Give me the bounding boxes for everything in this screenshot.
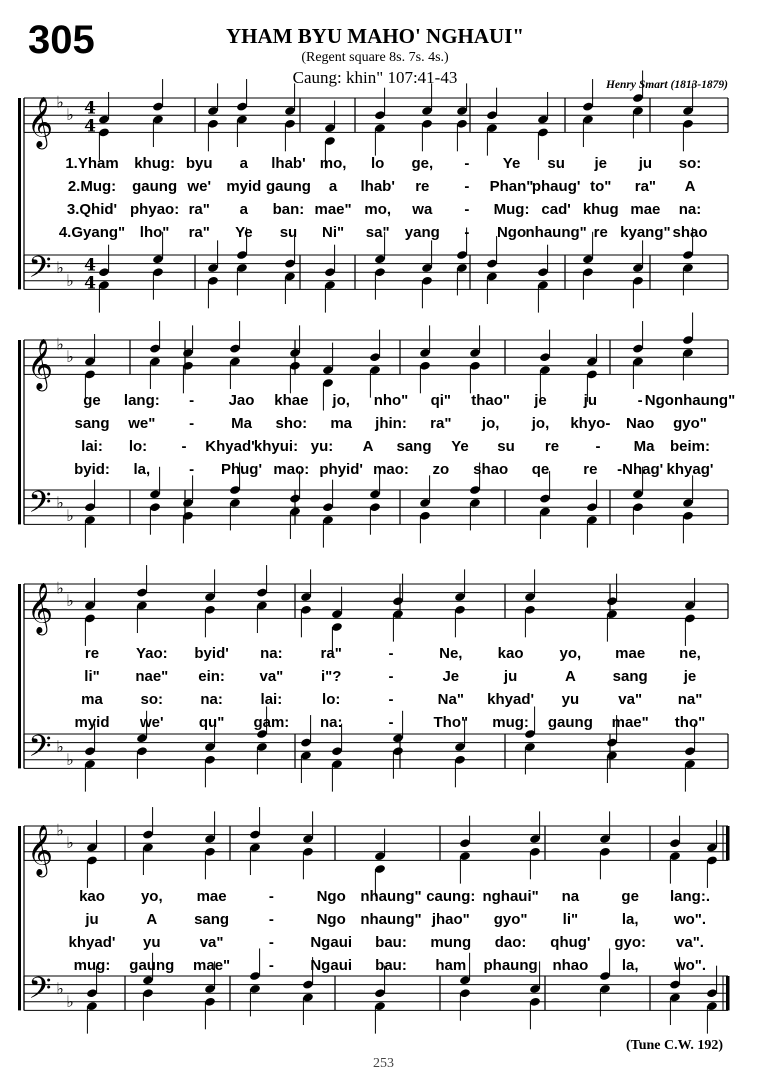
lyric-syllable: - [268, 911, 274, 928]
lyric-syllable: mo, [319, 155, 347, 172]
lyric-syllable: na: [319, 714, 343, 731]
lyric-syllable: Yao: [135, 645, 168, 662]
lyric-syllable: je [594, 155, 608, 172]
lyric-syllable: myid [74, 714, 110, 731]
lyric-syllable: - [268, 957, 274, 974]
lyric-syllable: - [268, 934, 274, 951]
flat-sign: ♭ [66, 833, 74, 853]
lyric-syllable: jo, [531, 415, 550, 432]
lyric-syllable: khyad' [68, 934, 116, 951]
lyric-syllable: sho: [275, 415, 308, 432]
lyric-syllable: sa" [365, 224, 390, 241]
lyric-syllable: we' [187, 178, 212, 195]
lyric-syllable: - [189, 415, 195, 432]
lyric-syllable: na: [260, 645, 283, 662]
treble-clef: 𝄞 [26, 582, 54, 634]
flat-sign: ♭ [56, 978, 64, 998]
lyric-syllable: qu" [198, 714, 225, 731]
hymn-number: 305 [28, 18, 95, 62]
lyric-syllable: cad' [541, 201, 571, 218]
lyric-syllable: - [388, 645, 394, 662]
lyric-syllable: nhao [552, 957, 589, 974]
lyric-syllable: sang [194, 911, 230, 928]
lyric-syllable: qe [531, 461, 550, 478]
flat-sign: ♭ [56, 736, 64, 756]
lyric-syllable: - [388, 691, 394, 708]
flat-sign: ♭ [66, 991, 74, 1011]
system-bracket [18, 98, 21, 289]
page-number: 253 [373, 1056, 394, 1071]
lyric-syllable: mae" [611, 714, 649, 731]
lyric-syllable: myid [226, 178, 262, 195]
lyric-syllable: mae [630, 201, 661, 218]
lyric-syllable: yo, [140, 888, 163, 905]
lyric-syllable: mae" [314, 201, 352, 218]
lyric-syllable: Ye [451, 438, 469, 455]
lyric-syllable: to" [590, 178, 612, 195]
lyric-syllable: - [464, 201, 470, 218]
lyric-syllable: yu: [310, 438, 334, 455]
lyric-syllable: gyo" [673, 415, 707, 432]
lyric-syllable: ne, [679, 645, 701, 662]
flat-sign: ♭ [66, 749, 74, 769]
lyric-syllable: mung [430, 934, 472, 951]
lyric-syllable: nae" [135, 668, 169, 685]
flat-sign: ♭ [66, 591, 74, 611]
lyric-syllable: re [544, 438, 560, 455]
lyric-syllable: ham [435, 957, 467, 974]
lyric-syllable: - [189, 392, 195, 409]
lyric-syllable: sang [396, 438, 432, 455]
lyric-syllable: so: [678, 155, 702, 172]
lyric-syllable: caung: [426, 888, 476, 905]
lyric-syllable: Nao [625, 415, 655, 432]
lyric-syllable: - [388, 668, 394, 685]
lyric-syllable: - [464, 224, 470, 241]
lyric-syllable: yang [404, 224, 440, 241]
lyric-syllable: mao: [273, 461, 310, 478]
tune-reference: (Tune C.W. 192) [626, 1038, 723, 1053]
lyric-syllable: byu [185, 155, 213, 172]
lyric-syllable: A [146, 911, 158, 928]
lyric-syllable: gyo" [493, 911, 528, 928]
lyric-syllable: re [415, 178, 430, 195]
lyric-syllable: lai: [260, 691, 283, 708]
flat-sign: ♭ [56, 92, 64, 112]
lyric-syllable: Khyad' [205, 438, 255, 455]
lyric-syllable: ra" [320, 645, 342, 662]
lyric-syllable: je [683, 668, 697, 685]
bass-clef: 𝄢 [28, 250, 52, 292]
lyric-syllable: Phan" [489, 178, 534, 195]
lyric-syllable: A [564, 668, 576, 685]
lyric-syllable: sang [74, 415, 110, 432]
lyric-syllable: ra" [188, 201, 210, 218]
lyric-syllable: phaung [483, 957, 538, 974]
lyric-syllable: phyid' [319, 461, 363, 478]
lyric-syllable: va" [199, 934, 224, 951]
time-signature-top: 4 [84, 98, 96, 119]
flat-sign: ♭ [56, 334, 64, 354]
lyric-syllable: nghaui" [482, 888, 539, 905]
lyric-syllable: we" [128, 415, 156, 432]
lyric-syllable: lo: [128, 438, 148, 455]
lyric-syllable: jhao" [431, 911, 470, 928]
lyric-syllable: nhaung" [360, 911, 422, 928]
lyric-syllable: 2.Mug: [67, 178, 117, 195]
lyric-syllable: phaug' [531, 178, 581, 195]
lyric-syllable: ma [81, 691, 103, 708]
lyric-syllable: yu [143, 934, 161, 951]
lyric-syllable: kao [497, 645, 524, 662]
treble-clef: 𝄞 [26, 96, 54, 148]
lyric-syllable: mae [196, 888, 227, 905]
lyric-syllable: lhab' [271, 155, 306, 172]
time-signature-top: 4 [84, 255, 96, 276]
lyric-syllable: lho" [139, 224, 170, 241]
lyric-syllable: lo [371, 155, 385, 172]
lyric-syllable: jhin: [375, 415, 407, 432]
lyric-syllable: Ni" [322, 224, 345, 241]
lyric-syllable: ju [85, 911, 99, 928]
lyric-syllable: lang: [123, 392, 160, 409]
lyric-syllable: 4.Gyang" [58, 224, 126, 241]
lyric-syllable: A [362, 438, 374, 455]
lyric-syllable: khug: [134, 155, 176, 172]
time-signature-bottom: 4 [84, 116, 96, 137]
lyric-syllable: A [684, 178, 696, 195]
lyric-syllable: Ma [231, 415, 252, 432]
lyric-syllable: Ye [235, 224, 253, 241]
lyric-syllable: ge, [411, 155, 434, 172]
lyric-syllable: 3.Qhid' [66, 201, 118, 218]
flat-sign: ♭ [56, 257, 64, 277]
lyric-syllable: we' [140, 714, 164, 731]
lyric-syllable: mae" [193, 957, 231, 974]
lyric-syllable: tho" [674, 714, 706, 731]
lyric-syllable: - [268, 888, 274, 905]
lyric-syllable: byid' [194, 645, 229, 662]
lyric-syllable: a [328, 178, 338, 195]
flat-sign: ♭ [66, 105, 74, 125]
treble-clef: 𝄞 [26, 824, 54, 876]
lyric-syllable: re [84, 645, 100, 662]
meter-line: (Regent square 8s. 7s. 4s.) [301, 50, 449, 65]
lyric-syllable: na [561, 888, 580, 905]
lyric-syllable: Ngo [496, 224, 527, 241]
lyric-syllable: lai: [81, 438, 103, 455]
lyric-syllable: na: [200, 691, 223, 708]
final-barline [726, 976, 730, 1010]
lyric-syllable: Ngo [316, 911, 346, 928]
lyric-syllable: sang [612, 668, 648, 685]
lyric-syllable: Ngaui [310, 957, 353, 974]
lyric-syllable: ju [583, 392, 597, 409]
lyric-syllable: re [593, 224, 608, 241]
lyric-syllable: so: [140, 691, 164, 708]
lyric-syllable: va" [618, 691, 643, 708]
lyric-syllable: Ngaui [310, 934, 353, 951]
lyric-syllable: nho" [373, 392, 409, 409]
lyric-syllable: - [464, 178, 470, 195]
lyric-syllable: - [189, 461, 195, 478]
lyric-syllable: nhaung" [360, 888, 422, 905]
lyric-syllable: - [595, 438, 601, 455]
lyric-syllable: mo, [364, 201, 392, 218]
lyric-syllable: khae [274, 392, 309, 409]
lyric-syllable: kyang" [620, 224, 671, 241]
lyric-syllable: mae [615, 645, 646, 662]
lyric-syllable: Ye [502, 155, 521, 172]
lyric-syllable: wa [412, 201, 433, 218]
treble-clef: 𝄞 [26, 338, 54, 390]
lyric-syllable: je [534, 392, 547, 409]
lyric-syllable: phyao: [130, 201, 180, 218]
lyric-syllable: a [239, 201, 249, 218]
lyric-syllable: 1.Yham [65, 155, 119, 172]
lyric-syllable: shao [672, 224, 708, 241]
lyric-syllable: su [547, 155, 565, 172]
flat-sign: ♭ [56, 820, 64, 840]
lyric-syllable: qhug' [550, 934, 591, 951]
lyric-syllable: Phug' [220, 461, 263, 478]
composer-credit: Henry Smart (1813-1879) [605, 79, 728, 91]
lyric-syllable: i"? [320, 668, 342, 685]
lyric-syllable: ban: [272, 201, 305, 218]
lyric-syllable: mug: [492, 714, 529, 731]
lyric-syllable: ge [83, 392, 101, 409]
lyric-syllable: ju [503, 668, 518, 685]
lyric-syllable: jo, [332, 392, 350, 409]
lyric-syllable: su [497, 438, 515, 455]
time-signature-bottom: 4 [84, 273, 96, 294]
lyric-syllable: khug [582, 201, 619, 218]
lyric-syllable: dao: [494, 934, 527, 951]
scripture-reference: Caung: khin" 107:41-43 [292, 68, 458, 87]
lyric-syllable: khyag' [666, 461, 714, 478]
bass-clef: 𝄢 [28, 971, 52, 1013]
lyric-syllable: mao: [373, 461, 409, 478]
lyric-syllable: na" [677, 691, 703, 708]
lyric-syllable: - [181, 438, 187, 455]
lyric-syllable: khyui: [253, 438, 299, 455]
lyric-syllable: lhab' [360, 178, 395, 195]
lyric-syllable: Tho" [433, 714, 469, 731]
lyric-syllable: la, [621, 957, 639, 974]
system-bracket [18, 584, 21, 768]
lyric-syllable: gaung [265, 178, 311, 195]
lyric-syllable: Je [442, 668, 460, 685]
lyric-syllable: - [637, 392, 643, 409]
lyric-syllable: yu [561, 691, 580, 708]
lyric-syllable: va" [259, 668, 284, 685]
bass-clef: 𝄢 [28, 729, 52, 771]
lyric-syllable: bau: [375, 934, 407, 951]
lyric-syllable: Ma [633, 438, 655, 455]
lyric-syllable: zo [432, 461, 450, 478]
lyric-syllable: - [388, 714, 394, 731]
lyric-syllable: na: [678, 201, 702, 218]
lyric-syllable: la, [133, 461, 151, 478]
flat-sign: ♭ [66, 505, 74, 525]
lyric-syllable: yo, [559, 645, 582, 662]
flat-sign: ♭ [56, 492, 64, 512]
lyric-syllable: qi" [430, 392, 452, 409]
flat-sign: ♭ [56, 578, 64, 598]
lyric-syllable: - [464, 155, 470, 172]
final-barline [726, 826, 730, 860]
lyric-syllable: ra" [634, 178, 657, 195]
hymn-title: YHAM BYU MAHO' NGHAUI" [225, 24, 525, 48]
lyric-syllable: gam: [253, 714, 290, 731]
lyric-syllable: nhaung" [525, 224, 587, 241]
lyric-syllable: khyo- [570, 415, 611, 432]
lyric-syllable: lang:. [670, 888, 710, 905]
lyric-syllable: thao" [471, 392, 511, 409]
lyric-syllable: va". [676, 934, 704, 951]
flat-sign: ♭ [66, 270, 74, 290]
lyric-syllable: ge [621, 888, 639, 905]
bass-clef: 𝄢 [28, 485, 52, 527]
lyric-syllable: ra" [430, 415, 452, 432]
lyric-syllable: Ne, [439, 645, 463, 662]
lyric-syllable: li" [84, 668, 100, 685]
lyric-syllable: la, [621, 911, 639, 928]
lyric-syllable: khyad' [487, 691, 535, 708]
lyric-syllable: gaung [132, 178, 178, 195]
lyric-syllable: lo: [322, 691, 341, 708]
lyric-syllable: Jao [228, 392, 255, 409]
lyric-syllable: -Nhag' [617, 461, 664, 478]
lyric-syllable: mug: [73, 957, 111, 974]
lyric-syllable: beim: [669, 438, 711, 455]
lyric-syllable: kao [79, 888, 105, 905]
system-bracket [18, 826, 21, 1010]
lyric-syllable: ein: [198, 668, 225, 685]
lyric-syllable: gaung [547, 714, 593, 731]
lyric-syllable: ju [638, 155, 653, 172]
lyric-syllable: li" [562, 911, 579, 928]
lyric-syllable: ma [330, 415, 352, 432]
lyric-syllable: Mug: [493, 201, 530, 218]
lyric-syllable: a [239, 155, 249, 172]
lyric-syllable: su [279, 224, 298, 241]
lyric-syllable: Na" [437, 691, 464, 708]
lyric-syllable: re [583, 461, 598, 478]
lyric-syllable: Ngo [316, 888, 346, 905]
lyric-syllable: byid: [74, 461, 110, 478]
lyric-syllable: bau: [375, 957, 407, 974]
lyric-syllable: shao [473, 461, 509, 478]
lyric-syllable: wo". [673, 911, 707, 928]
lyric-syllable: ra" [188, 224, 210, 241]
lyric-syllable: gyo: [614, 934, 647, 951]
lyric-syllable: jo, [481, 415, 500, 432]
system-bracket [18, 340, 21, 524]
flat-sign: ♭ [66, 347, 74, 367]
lyric-syllable: gaung [129, 957, 175, 974]
lyric-syllable: wo". [673, 957, 707, 974]
lyric-syllable: Ngonhaung" [644, 392, 736, 409]
